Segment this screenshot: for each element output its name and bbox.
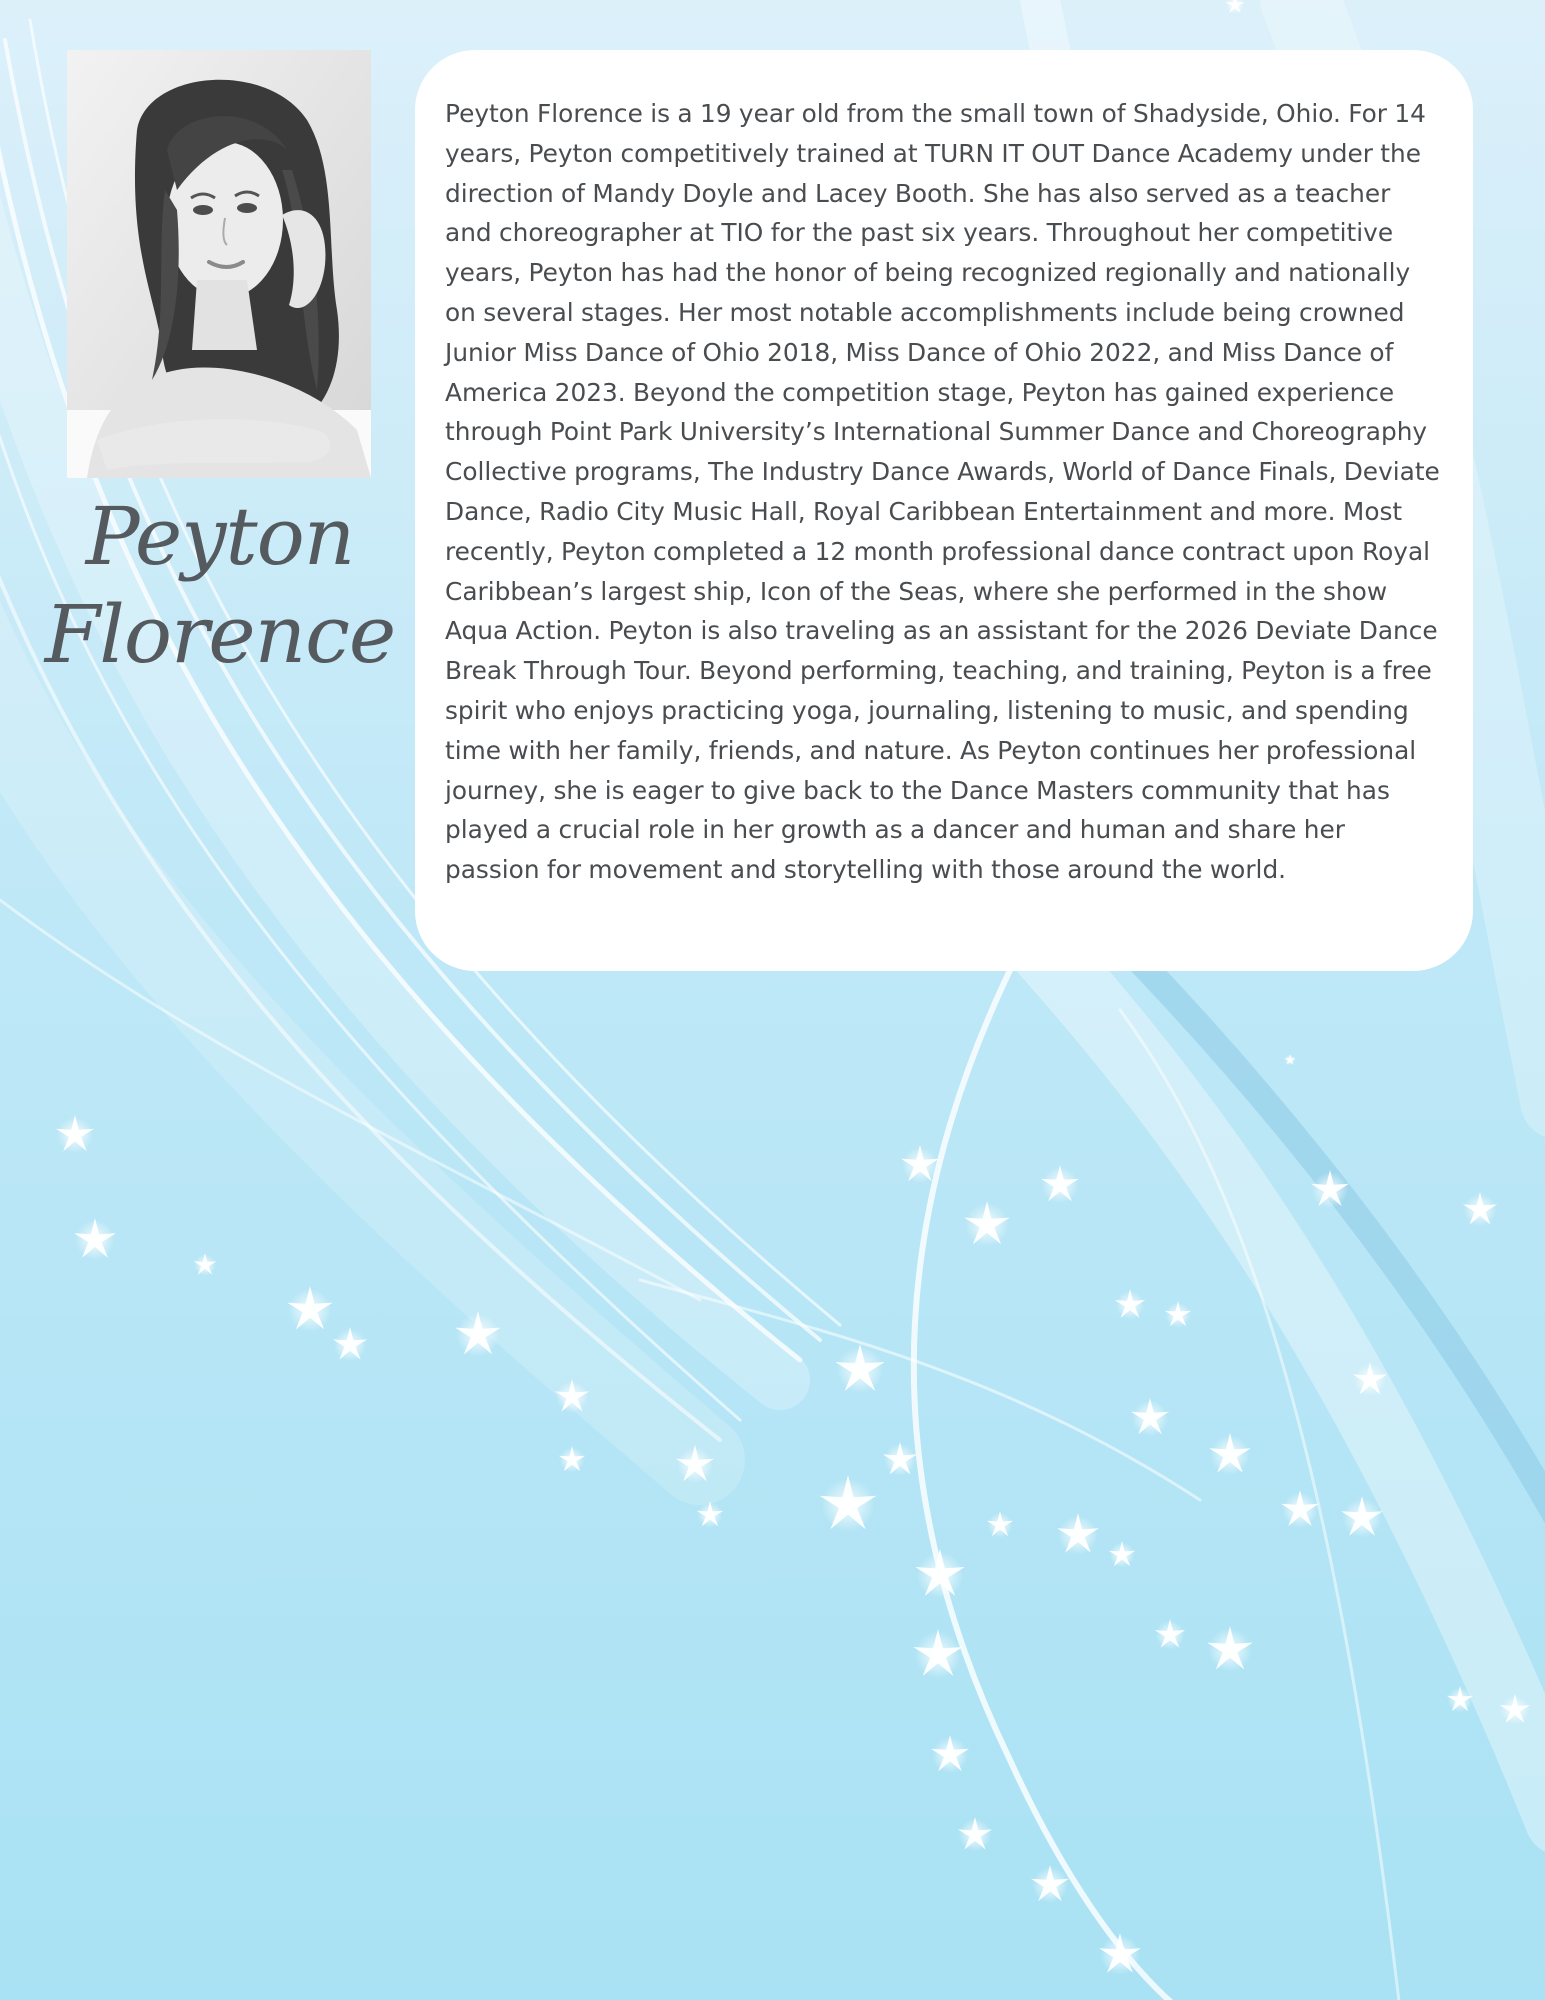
name-first: Peyton [85,490,355,583]
bio-card [415,50,1473,971]
bio-paragraph: Peyton Florence is a 19 year old from the small town of Shadyside, Ohio. For 14 years, Peyton competitively trained at TURN IT OUT Dance Academy under the direction of Mandy Doyle and Lacey Booth. She has also served as a teacher and choreographer at TIO for the past six years. Throughout her competitive years, Peyton has had the honor of being recognized regionally and nationally on several stages. Her most notable accomplishments include being crowned Junior Miss Dance of Ohio 2018, Miss Dance of Ohio 2022, and Miss Dance of America 2023. Beyond the competition stage, Peyton has gained experience through Point Park University’s International Summer Dance and Choreography Collective programs, The Industry Dance Awards, World of Dance Finals, Deviate Dance, Radio City Music Hall, Royal Caribbean Entertainment and more. Most recently, Peyton completed a 12 month professional dance contract upon Royal Caribbean’s largest ship, Icon of the Seas, where she performed in the show Aqua Action. Peyton is also traveling as an assistant for the 2026 Deviate Dance Break Through Tour. Beyond performing, teaching, and training, Peyton is a free spirit who enjoys practicing yoga, journaling, listening to music, and spending time with her family, friends, and nature. As Peyton continues her professional journey, she is eager to give back to the Dance Masters community that has played a crucial role in her growth as a dancer and human and share her passion for movement and storytelling with those around the world. [445,99,1440,885]
dancer-name-title [40,488,400,684]
name-last: Florence [44,588,396,681]
portrait-photo [67,50,371,478]
portrait-photo-icon [67,50,371,478]
